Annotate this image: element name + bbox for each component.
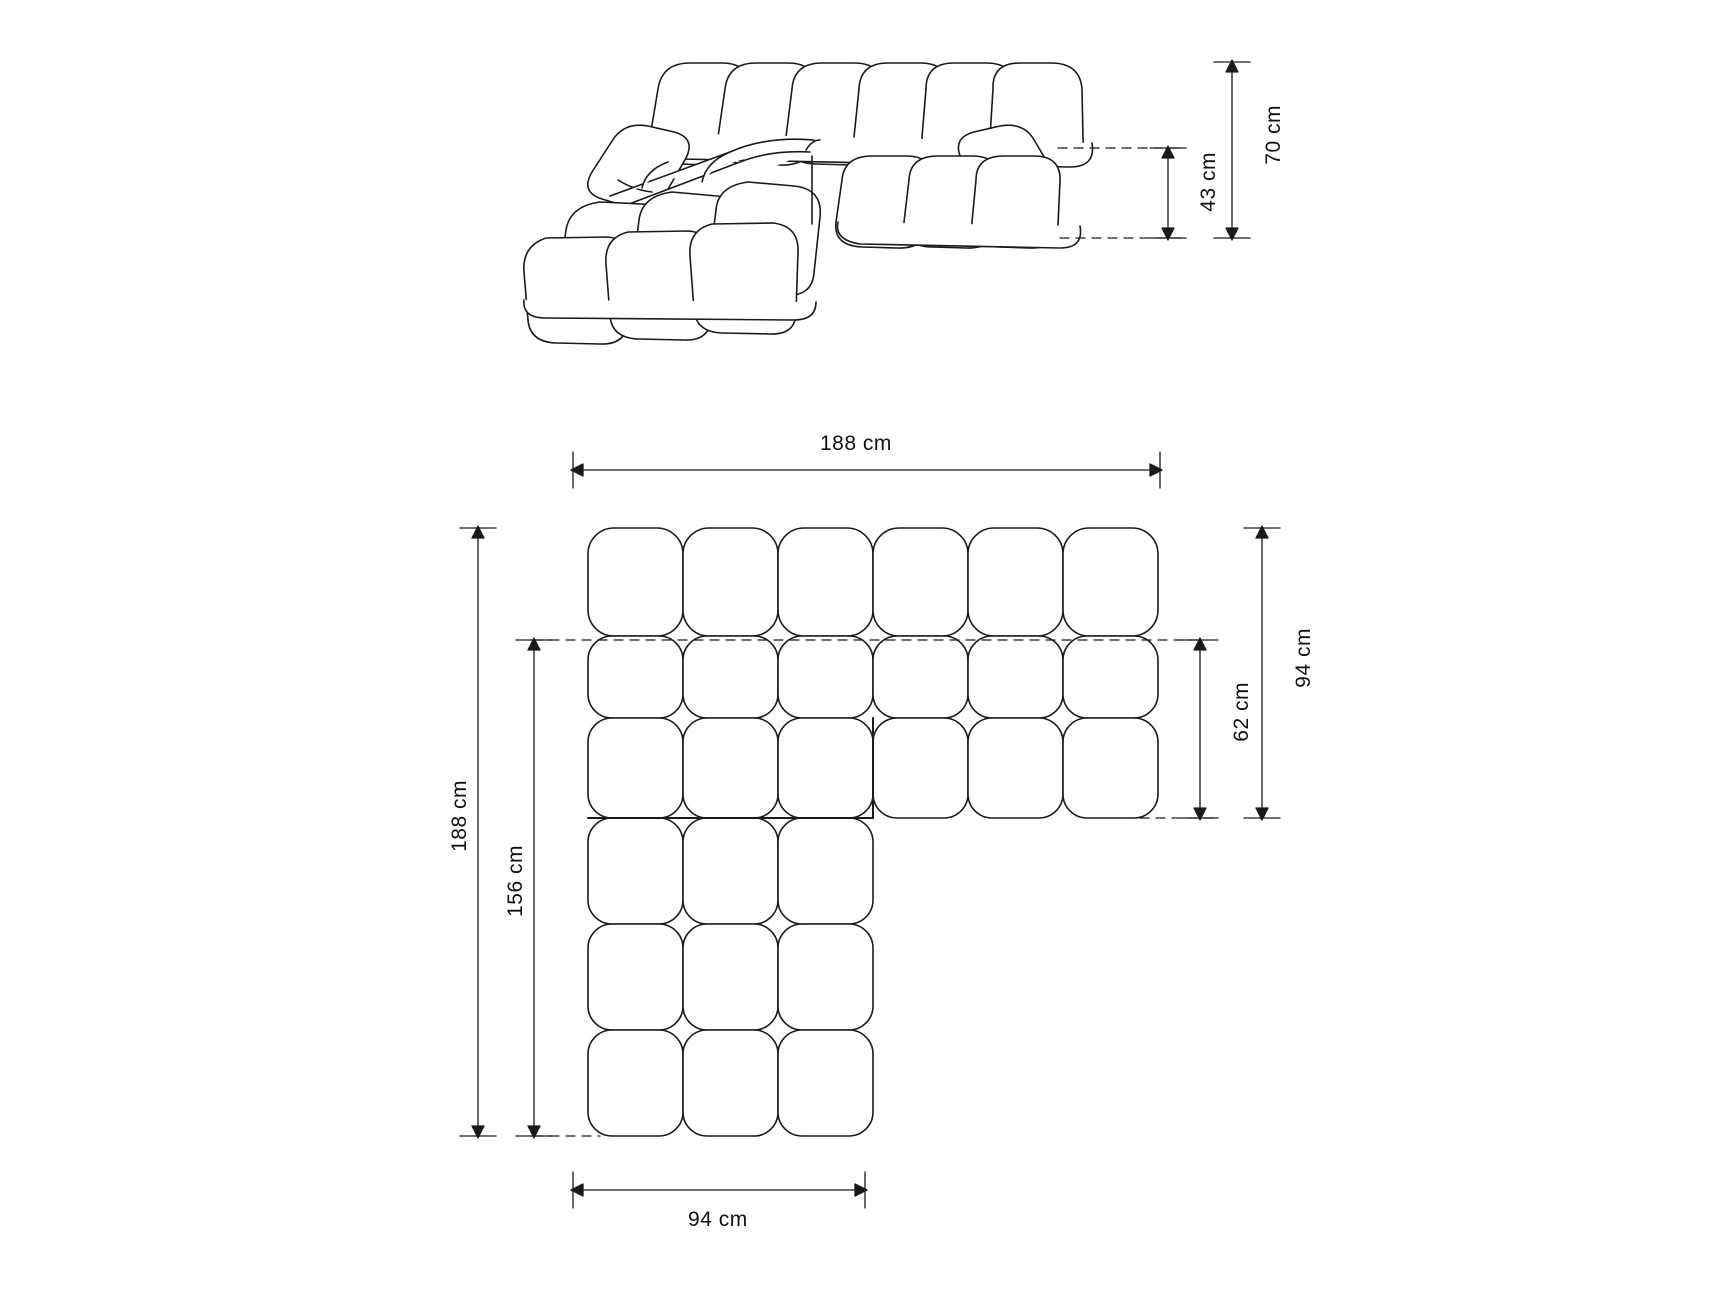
dimension-label-overall-depth: 188 cm xyxy=(448,780,471,852)
dimension-label-module-width: 94 cm xyxy=(688,1208,748,1231)
top-view-group xyxy=(588,528,1158,1136)
dimension-label-seat-depth-left: 156 cm xyxy=(504,845,527,917)
perspective-view-group xyxy=(524,63,1093,344)
dimension-label-overall-height: 70 cm xyxy=(1262,105,1285,165)
dimension-label-seat-height: 43 cm xyxy=(1197,152,1220,212)
dimension-label-seat-depth-right: 62 cm xyxy=(1230,682,1253,742)
dimension-label-module-depth: 94 cm xyxy=(1292,628,1315,688)
dimension-label-overall-width: 188 cm xyxy=(820,432,892,455)
